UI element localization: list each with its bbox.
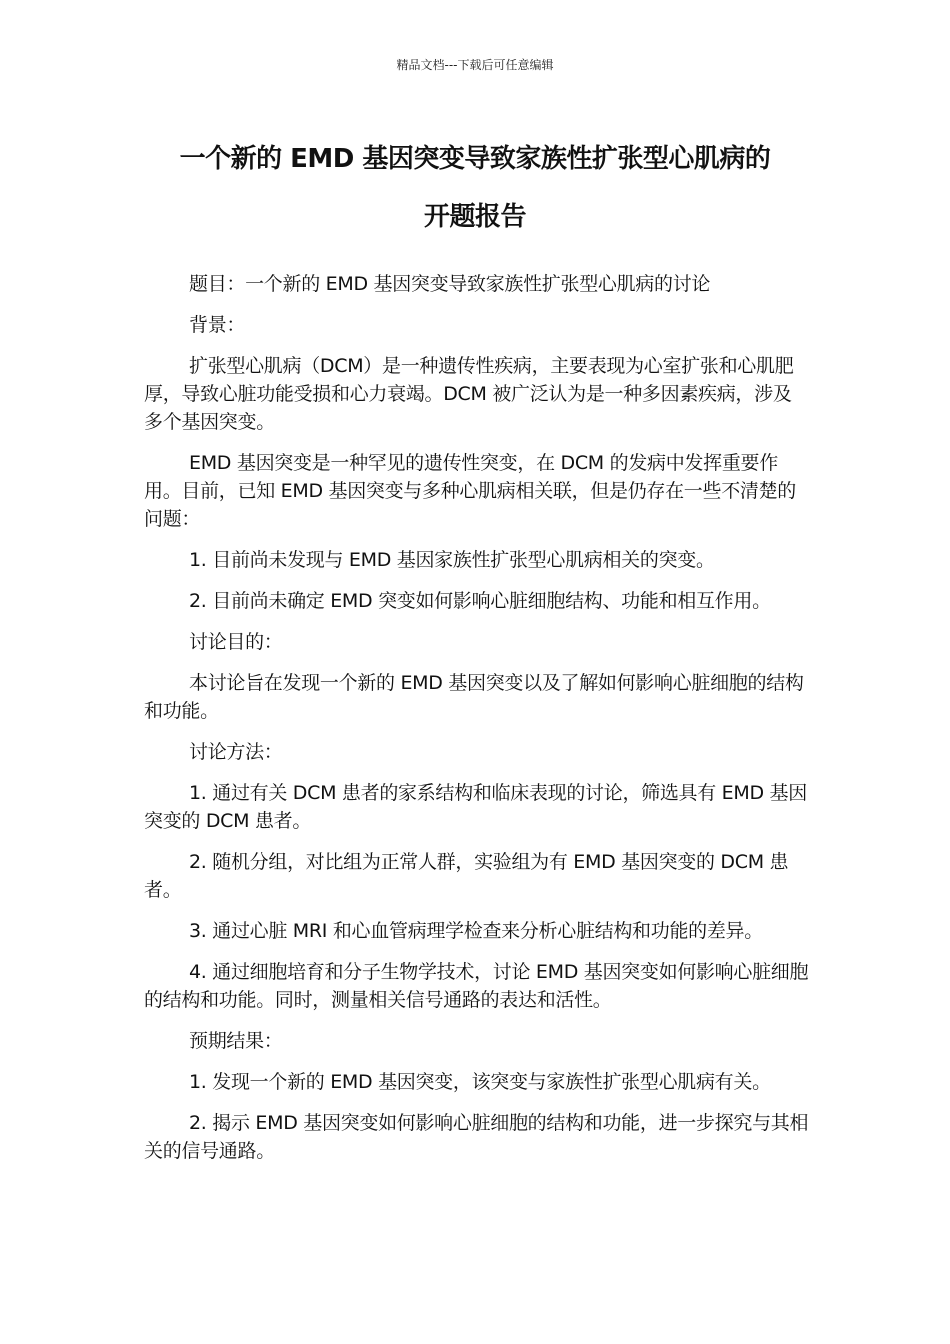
page-header: 精品文档---下载后可任意编辑 (396, 58, 554, 72)
method-item-1: 1. 通过有关 DCM 患者的家系结构和临床表现的讨论，筛选具有 EMD 基因突变的 DCM 患者。 (144, 782, 807, 832)
result-item-2: 2. 揭示 EMD 基因突变如何影响心脏细胞的结构和功能，进一步探究与其相关的信号通路。 (144, 1112, 809, 1162)
background-heading: 背景： (189, 314, 246, 336)
method-item-4: 4. 通过细胞培育和分子生物学技术，讨论 EMD 基因突变如何影响心脏细胞的结构和功能。同时，测量相关信号通路的表达和活性。 (144, 961, 809, 1011)
background-paragraph-1: 扩张型心肌病（DCM）是一种遗传性疾病，主要表现为心室扩张和心肌肥厚，导致心脏功能受损和心力衰竭。DCM 被广泛认为是一种多因素疾病，涉及多个基因突变。 (144, 355, 794, 433)
method-item-3: 3. 通过心脏 MRI 和心血管病理学检查来分析心脏结构和功能的差异。 (189, 920, 763, 942)
background-paragraph-2: EMD 基因突变是一种罕见的遗传性突变，在 DCM 的发病中发挥重要作用。目前，已知 EMD 基因突变与多种心肌病相关联，但是仍存在一些不清楚的问题： (144, 452, 797, 530)
document-title (130, 130, 820, 246)
purpose-paragraph: 本讨论旨在发现一个新的 EMD 基因突变以及了解如何影响心脏细胞的结构和功能。 (144, 672, 804, 722)
purpose-heading: 讨论目的： (189, 631, 283, 653)
document-body (144, 270, 810, 1178)
result-heading: 预期结果： (189, 1030, 283, 1052)
title-line-2: 开题报告 (423, 202, 526, 232)
method-item-2: 2. 随机分组，对比组为正常人群，实验组为有 EMD 基因突变的 DCM 患者。 (144, 851, 789, 901)
method-heading: 讨论方法： (189, 741, 283, 763)
result-item-1: 1. 发现一个新的 EMD 基因突变，该突变与家族性扩张型心肌病有关。 (189, 1071, 771, 1093)
problem-item-1: 1. 目前尚未发现与 EMD 基因家族性扩张型心肌病相关的突变。 (189, 549, 715, 571)
problem-item-2: 2. 目前尚未确定 EMD 突变如何影响心脏细胞结构、功能和相互作用。 (189, 590, 771, 612)
topic-paragraph: 题目：一个新的 EMD 基因突变导致家族性扩张型心肌病的讨论 (189, 273, 711, 295)
title-line-1: 一个新的 EMD 基因突变导致家族性扩张型心肌病的 (179, 144, 771, 174)
